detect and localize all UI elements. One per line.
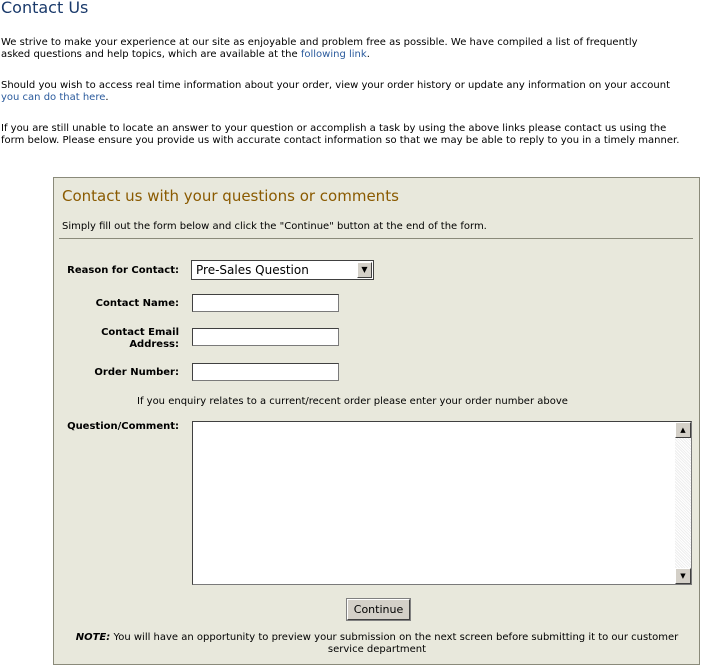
question-textarea[interactable] — [192, 421, 692, 585]
contact-name-label: Contact Name: — [95, 298, 179, 309]
scroll-up-icon[interactable]: ▲ — [675, 422, 691, 438]
reason-select[interactable] — [191, 260, 374, 280]
contact-email-input[interactable] — [192, 328, 339, 346]
order-number-input[interactable] — [192, 363, 339, 381]
form-heading: Contact us with your questions or comments — [62, 187, 399, 205]
note-label: NOTE: — [75, 632, 111, 643]
intro-contact-line-1: If you are still unable to locate an answer to your question or accomplish a task by using the above links please contact us using the — [1, 123, 667, 134]
continue-button[interactable]: Continue — [347, 599, 410, 620]
contact-email-label-line-2: Address: — [129, 339, 179, 350]
contact-email-label-line-1: Contact Email — [101, 327, 179, 338]
scroll-down-icon[interactable]: ▼ — [675, 568, 691, 584]
contact-email-label — [62, 327, 179, 351]
order-number-hint: If you enquiry relates to a current/recent order please enter your order number above — [137, 396, 568, 407]
chevron-down-icon[interactable]: ▼ — [357, 262, 372, 278]
preview-note — [62, 632, 692, 656]
intro-paragraph-faq — [1, 37, 708, 61]
intro-faq-line-2 — [1, 49, 708, 61]
form-instructions: Simply fill out the form below and click the "Continue" button at the end of the form. — [62, 221, 487, 232]
contact-form — [53, 177, 700, 665]
faq-link[interactable]: following link — [300, 49, 367, 60]
note-text: You will have an opportunity to preview your submission on the next screen before submitting it to our customer service department — [110, 632, 679, 655]
intro-faq-period: . — [366, 49, 370, 60]
page-title: Contact Us — [1, 0, 89, 17]
contact-name-input[interactable] — [192, 294, 339, 312]
intro-faq-text: asked questions and help topics, which are available at the — [1, 49, 301, 60]
textarea-scrollbar[interactable] — [675, 422, 691, 584]
reason-label: Reason for Contact: — [67, 265, 179, 276]
order-number-label: Order Number: — [94, 367, 179, 378]
intro-contact-line-2: form below. Please ensure you provide us with accurate contact information so that we may be able to reply to you in a timely manner. — [1, 135, 680, 146]
form-divider — [59, 238, 693, 239]
intro-paragraph-contact — [1, 123, 708, 147]
intro-account-period: . — [105, 92, 109, 103]
intro-account-line-1: Should you wish to access real time information about your order, view your order history or update any information on your account — [1, 80, 670, 91]
intro-faq-line-1: We strive to make your experience at our site as enjoyable and problem free as possible. We have compiled a list of frequently — [1, 37, 638, 48]
intro-paragraph-account — [1, 80, 708, 104]
question-label: Question/Comment: — [67, 421, 179, 432]
reason-selected-value: Pre-Sales Question — [196, 263, 309, 277]
account-link[interactable]: you can do that here — [1, 92, 106, 103]
intro-account-line-2 — [1, 92, 708, 104]
